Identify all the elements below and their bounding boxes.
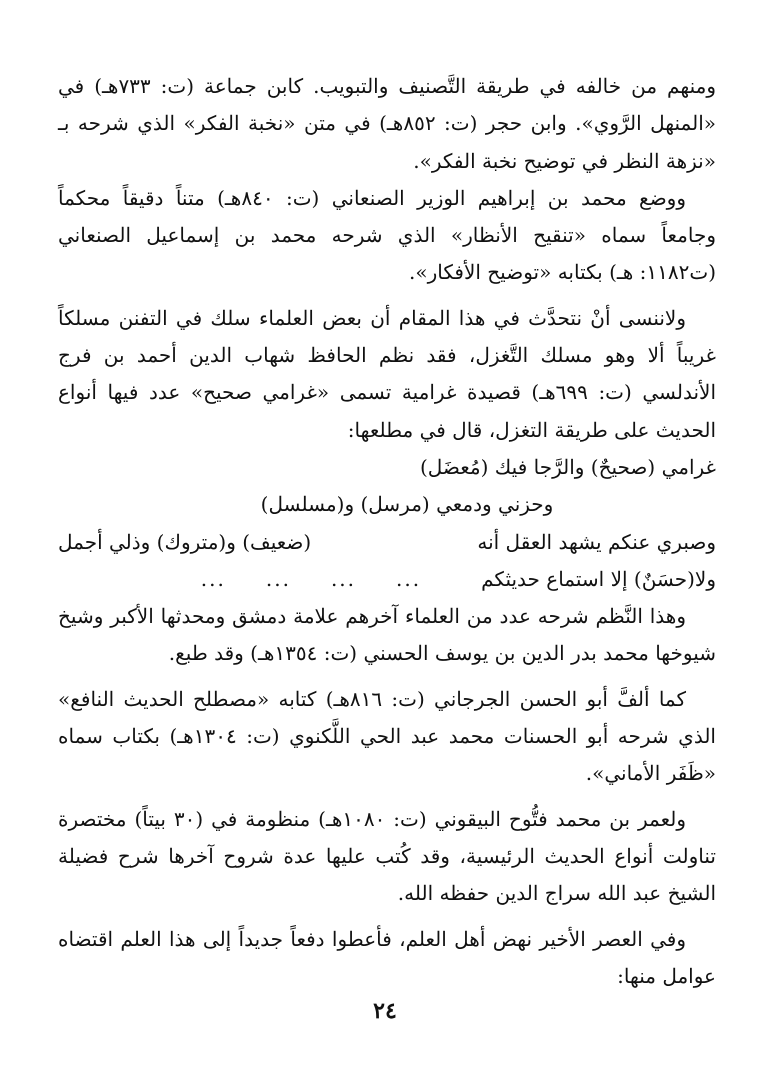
ellipsis: ... bbox=[200, 566, 226, 591]
poem-line bbox=[58, 449, 716, 486]
poem-line bbox=[58, 561, 716, 598]
poem bbox=[58, 449, 716, 598]
paragraph: ومنهم من خالفه في طريقة التَّصنيف والتبويب. كابن جماعة (ت: ٧٣٣هـ) في «المنهل الرَّوي». وابن حجر (ت: ٨٥٢هـ) في متن «نخبة الفكر» الذي شرحه بـ «نزهة النظر في توضيح نخبة الفكر». bbox=[58, 74, 717, 173]
poem-line bbox=[58, 486, 716, 523]
paragraph: ولاننسى أنْ نتحدَّث في هذا المقام أن بعض العلماء سلك في التفنن مسلكاً غريباً ألا وهو مسلك التَّغزل، فقد نظم الحافظ شهاب الدين أحمد بن فرج الأندلسي (ت: ٦٩٩هـ) قصيدة غرامية تسمى «غرامي صحيح» عدد فيها أنواع الحديث على طريقة التغزل، قال في مطلعها: bbox=[58, 305, 716, 442]
poem-hemistich: (ضعيف) و(متروك) وذلي أجمل bbox=[58, 529, 312, 554]
poem-hemistich: وحزني ودمعي (مرسل) و(مسلسل) bbox=[260, 492, 554, 517]
paragraph: كما ألفَّ أبو الحسن الجرجاني (ت: ٨١٦هـ) كتابه «مصطلح الحديث النافع» الذي شرحه أبو الحسنات محمد عبد الحي اللَّكنوي (ت: ١٣٠٤هـ) بكتاب سماه «ظَفَر الأماني». bbox=[58, 686, 716, 786]
ellipsis: ... bbox=[396, 566, 422, 591]
body-text bbox=[58, 68, 716, 995]
page-number: ٢٤ bbox=[373, 998, 397, 1024]
paragraph: وفي العصر الأخير نهض أهل العلم، فأعطوا دفعاً جديداً إلى هذا العلم اقتضاه عوامل منها: bbox=[58, 926, 716, 988]
poem-line bbox=[58, 524, 716, 561]
paragraph: ولعمر بن محمد فتُّوح البيقوني (ت: ١٠٨٠هـ) منظومة في (٣٠ بيتاً) مختصرة تناولت أنواع الحديث الرئيسية، وقد كُتب عليها عدة شروح آخرها شرح فضيلة الشيخ عبد الله سراج الدين حفظه الله. bbox=[58, 806, 716, 906]
paragraph: ووضع محمد بن إبراهيم الوزير الصنعاني (ت: ٨٤٠هـ) متناً دقيقاً محكماً وجامعاً سماه «تنقيح الأنظار» الذي شرحه محمد بن إسماعيل الصنعاني (ت١١٨٢: هـ) بكتابه «توضيح الأفكار». bbox=[58, 185, 716, 285]
paragraph: وهذا النَّظم شرحه عدد من العلماء آخرهم علامة دمشق ومحدثها الأكبر وشيخ شيوخها محمد بدر الدين بن يوسف الحسني (ت: ١٣٥٤هـ) وقد طبع. bbox=[58, 604, 716, 666]
poem-hemistich: وصبري عنكم يشهد العقل أنه bbox=[477, 529, 716, 554]
poem-hemistich: ولا(حسَنٌ) إلا استماع حديثكم bbox=[481, 566, 716, 591]
ellipsis-group bbox=[161, 561, 421, 598]
ellipsis: ... bbox=[330, 566, 357, 591]
ellipsis: ... bbox=[265, 566, 291, 591]
poem-hemistich: غرامي (صحيحٌ) والرَّجا فيك (مُعضَل) bbox=[419, 454, 716, 479]
